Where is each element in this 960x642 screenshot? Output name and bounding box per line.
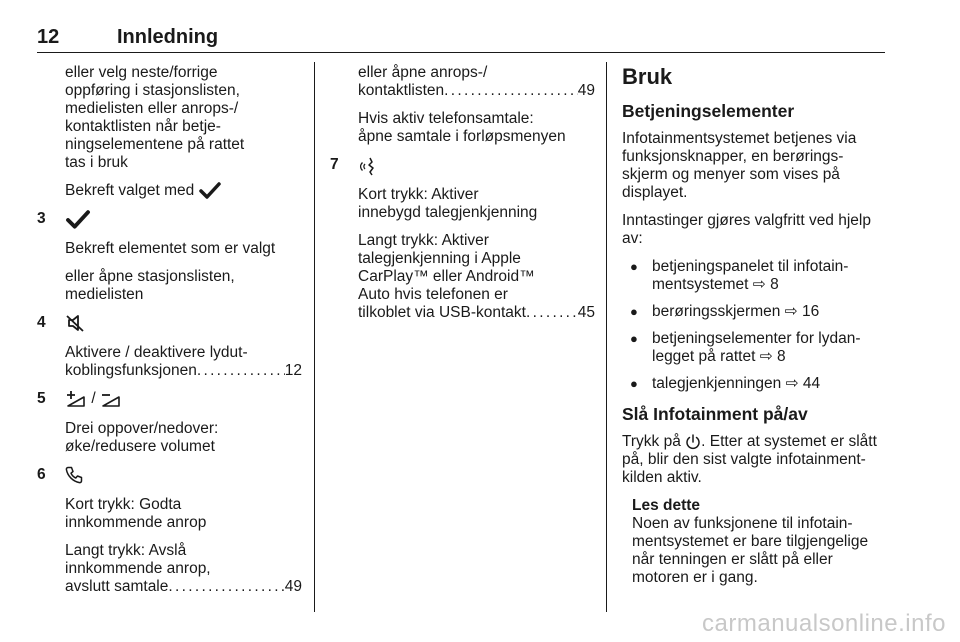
item-7-long-text: Langt trykk: Aktiver talegjenkjenning i Apple CarPlay™ eller Android™ Auto hvis telefonen er tilkoblet via USB-kontakt . . . 45 (330, 232, 595, 322)
item-6-short-text: Kort trykk: Godta innkommende anrop (65, 496, 207, 532)
paragraph-inputs: Inntastinger gjøres valgfritt ved hjelp av: (622, 212, 871, 247)
confirm-paragraph: Bekreft valget med (37, 182, 302, 200)
volume-up-icon (65, 390, 87, 408)
phone-icon (65, 466, 83, 484)
intro-paragraph: eller velg neste/forrige oppføring i stasjonslisten, medielisten eller anrops-/ kontaktlisten når betje- ningselementene på rattet tas i bruk (65, 64, 245, 171)
column-divider (314, 62, 315, 612)
column-middle (330, 64, 595, 322)
item-6: 6 (37, 466, 302, 486)
item-7-short-text: Kort trykk: Aktiver innebygd talegjenkjenning (358, 186, 538, 221)
item-5: 5 / (37, 390, 302, 410)
volume-down-icon (100, 390, 122, 408)
chapter-title: Innledning (117, 26, 219, 48)
page-number: 12 (37, 26, 60, 48)
page-ref-icon: ⇨ (759, 348, 773, 365)
note-box: Les dette Noen av funksjonene til infotain- mentsystemet er bare tilgjengelige når tenningen er slått på eller motoren er i gang. (622, 497, 892, 587)
page-header (37, 26, 885, 53)
paragraph-controls: Infotainmentsystemet betjenes via funksjonsknapper, en berørings- skjerm og menyer som vises på displayet. (622, 130, 857, 201)
item-7: 7 (330, 156, 595, 176)
item-3-or-text: eller åpne stasjonslisten, medielisten (65, 268, 235, 304)
item-6-long-text: Langt trykk: Avslå innkommende anrop, avslutt samtale . . . 49 (37, 542, 302, 596)
note-title: Les dette (632, 497, 701, 514)
list-item: ● berøringsskjermen ⇨ 16 (622, 303, 892, 321)
subsection-title: Betjeningselementer (622, 101, 795, 121)
column-divider (606, 62, 607, 612)
column-left (37, 64, 302, 596)
checkmark-icon (199, 182, 221, 200)
column-right (622, 64, 892, 587)
list-item: ● betjeningselementer for lydan- legget på rattet ⇨ 8 (622, 330, 892, 366)
item-3-text: Bekreft elementet som er valgt (65, 240, 276, 258)
page-ref-icon: ⇨ (784, 303, 798, 320)
list-item: ● talegjenkjenningen ⇨ 44 (622, 375, 892, 393)
watermark: carmanualsonline.info (702, 610, 946, 637)
power-icon (685, 434, 701, 450)
item-3: 3 (37, 210, 302, 230)
active-call-paragraph: Hvis aktiv telefonsamtale: åpne samtale i forløpsmenyen (358, 110, 566, 145)
list-item: ● betjeningspanelet til infotain- mentsystemet ⇨ 8 (622, 258, 892, 294)
voice-recognition-icon (358, 156, 378, 176)
item-5-text: Drei oppover/nedover: øke/redusere volumet (65, 420, 219, 456)
item-4: 4 (37, 314, 302, 334)
page-ref-icon: ⇨ (785, 375, 799, 392)
control-list (622, 258, 892, 393)
intro-paragraph: eller åpne anrops-/ kontaktlisten . . . 49 (330, 64, 595, 100)
section-title: Bruk (622, 64, 673, 89)
checkmark-icon (65, 210, 91, 230)
mute-icon (65, 314, 85, 332)
page-ref-icon: ⇨ (752, 276, 766, 293)
subsection-title-power: Slå Infotainment på/av (622, 404, 808, 424)
paragraph-power: Trykk på . Etter at systemet er slått på, blir den sist valgte infotainment- kilden aktiv. (622, 433, 877, 486)
item-4-text: Aktivere / deaktivere lydut- koblingsfunksjonen . . . 12 (37, 344, 302, 380)
